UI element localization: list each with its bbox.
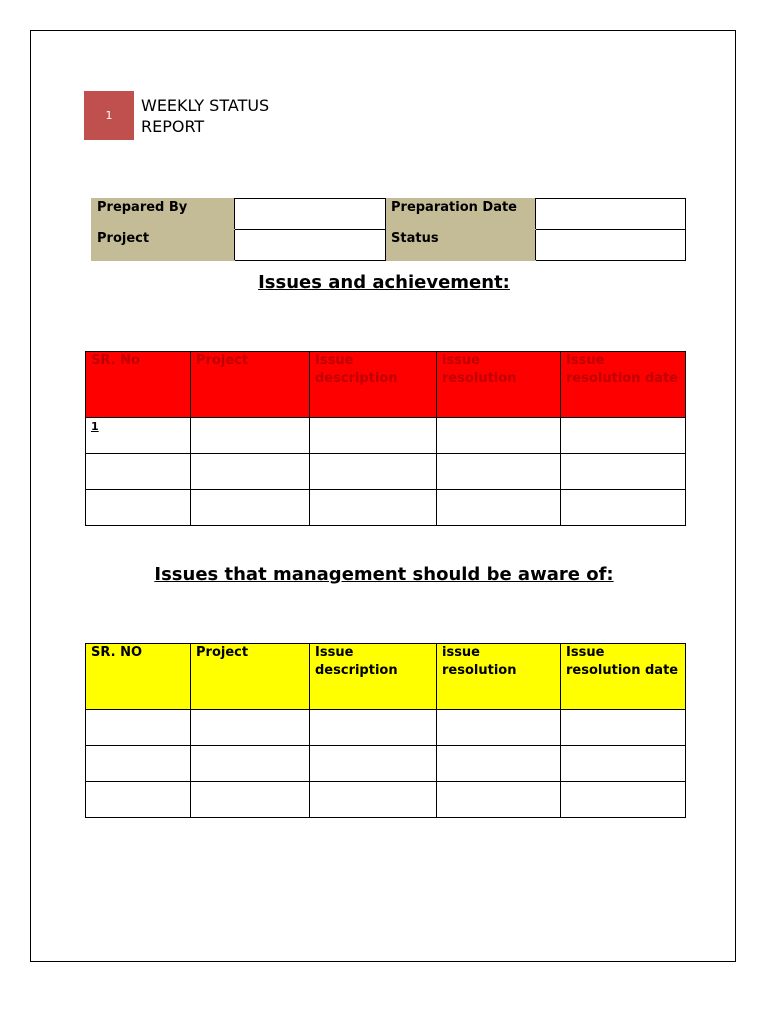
table-cell[interactable]: [561, 710, 686, 746]
column-header-project: Project: [191, 352, 310, 418]
table-cell[interactable]: [561, 746, 686, 782]
table-cell[interactable]: [86, 418, 191, 454]
column-header-issue-resolution-date: Issue resolution date: [561, 644, 686, 710]
preparation-date-label: Preparation Date: [386, 199, 536, 230]
table-cell[interactable]: [86, 746, 191, 782]
table-cell[interactable]: [86, 782, 191, 818]
column-header-issue-description: Issue description: [310, 352, 437, 418]
table-row: [86, 746, 686, 782]
sr-number: 1: [91, 420, 99, 433]
column-header-issue-resolution: issue resolution: [437, 352, 561, 418]
achievements-header-row: [86, 352, 686, 418]
prepared-by-field[interactable]: [235, 199, 386, 230]
table-cell[interactable]: [310, 710, 437, 746]
management-table: [85, 643, 686, 818]
table-cell[interactable]: [310, 490, 437, 526]
table-cell[interactable]: [437, 490, 561, 526]
table-cell[interactable]: [561, 490, 686, 526]
table-row: [86, 454, 686, 490]
report-meta-table: [91, 198, 686, 261]
prepared-by-label: Prepared By: [92, 199, 235, 230]
table-cell[interactable]: [437, 746, 561, 782]
table-cell[interactable]: [437, 418, 561, 454]
table-cell[interactable]: [310, 746, 437, 782]
table-cell[interactable]: [437, 710, 561, 746]
achievements-table: [85, 351, 686, 526]
management-header-row: [86, 644, 686, 710]
project-field[interactable]: [235, 230, 386, 261]
achievements-heading: Issues and achievement:: [258, 272, 510, 293]
table-cell[interactable]: [86, 490, 191, 526]
table-cell[interactable]: [86, 710, 191, 746]
status-field[interactable]: [536, 230, 686, 261]
column-header-project: Project: [191, 644, 310, 710]
table-cell[interactable]: [191, 746, 310, 782]
table-cell[interactable]: [191, 782, 310, 818]
table-cell[interactable]: [310, 418, 437, 454]
preparation-date-field[interactable]: [536, 199, 686, 230]
table-cell[interactable]: [191, 710, 310, 746]
table-cell[interactable]: [561, 782, 686, 818]
table-cell[interactable]: [561, 454, 686, 490]
column-header-sr-no: SR. No: [86, 352, 191, 418]
table-cell[interactable]: [191, 490, 310, 526]
table-cell[interactable]: [561, 418, 686, 454]
column-header-sr-no: SR. NO: [86, 644, 191, 710]
table-row: [86, 490, 686, 526]
page-number-badge: [84, 91, 134, 140]
column-header-issue-resolution-date: Issue resolution date: [561, 352, 686, 418]
column-header-issue-resolution: issue resolution: [437, 644, 561, 710]
management-heading: Issues that management should be aware of:: [154, 564, 614, 585]
page-number: 1: [105, 109, 113, 122]
column-header-issue-description: Issue description: [310, 644, 437, 710]
report-title: WEEKLY STATUS REPORT: [141, 96, 270, 136]
table-cell[interactable]: [437, 782, 561, 818]
table-row: [86, 710, 686, 746]
table-row: [86, 418, 686, 454]
table-cell[interactable]: [310, 782, 437, 818]
project-label: Project: [92, 230, 235, 261]
table-cell[interactable]: [191, 418, 310, 454]
table-row: [86, 782, 686, 818]
status-label: Status: [386, 230, 536, 261]
table-cell[interactable]: [437, 454, 561, 490]
table-cell[interactable]: [310, 454, 437, 490]
table-cell[interactable]: [191, 454, 310, 490]
table-cell[interactable]: [86, 454, 191, 490]
